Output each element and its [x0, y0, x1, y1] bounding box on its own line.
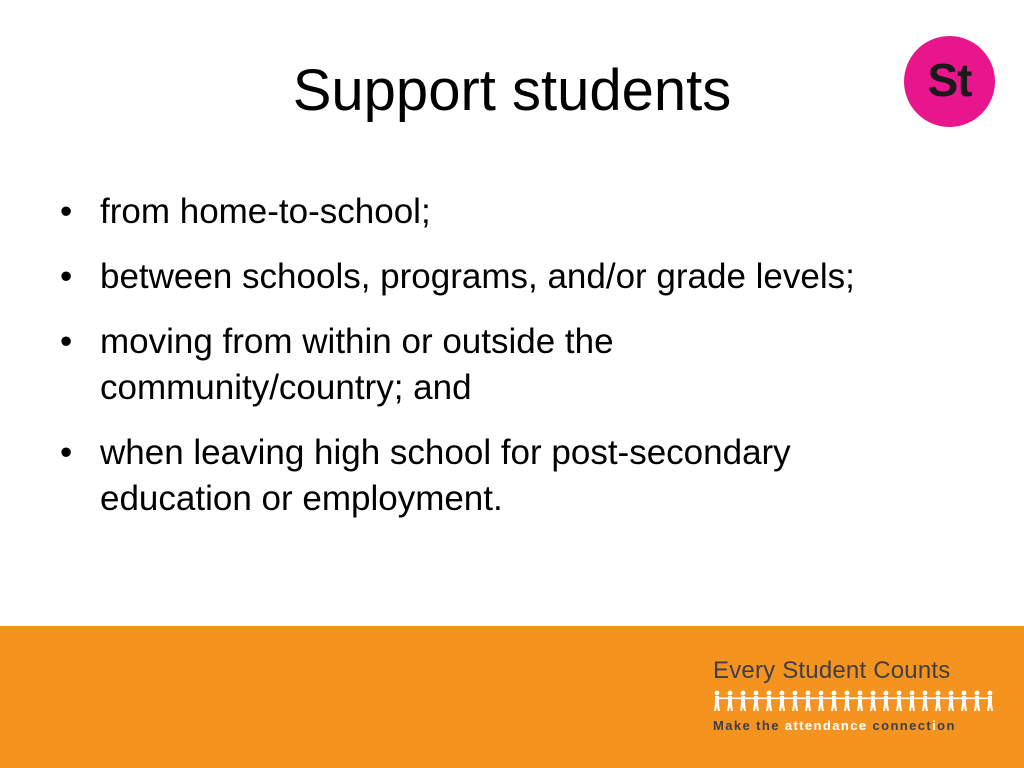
tagline-part: connect [867, 718, 933, 733]
st-badge [904, 36, 995, 127]
bullet-item: • from home-to-school; [58, 189, 960, 235]
bullet-item: • moving from within or outside the community/country; and [58, 319, 740, 411]
badge-text: St [927, 53, 972, 106]
bullet-item: • when leaving high school for post-secondary education or employment. [58, 430, 900, 522]
bullet-list [58, 189, 978, 541]
bullet-item: • between schools, programs, and/or grade levels; [58, 254, 978, 300]
tagline-part: attendance [784, 718, 868, 733]
tagline-part: i [932, 718, 938, 733]
tagline-part: Make the [713, 718, 785, 733]
logo-tagline [713, 718, 1003, 733]
tagline-part: on [937, 718, 956, 733]
slide-title: Support students [292, 58, 732, 123]
logo-name: Every Student Counts [713, 657, 951, 684]
every-student-counts-logo [713, 658, 1003, 733]
people-holding-hands-icon [713, 690, 1003, 712]
